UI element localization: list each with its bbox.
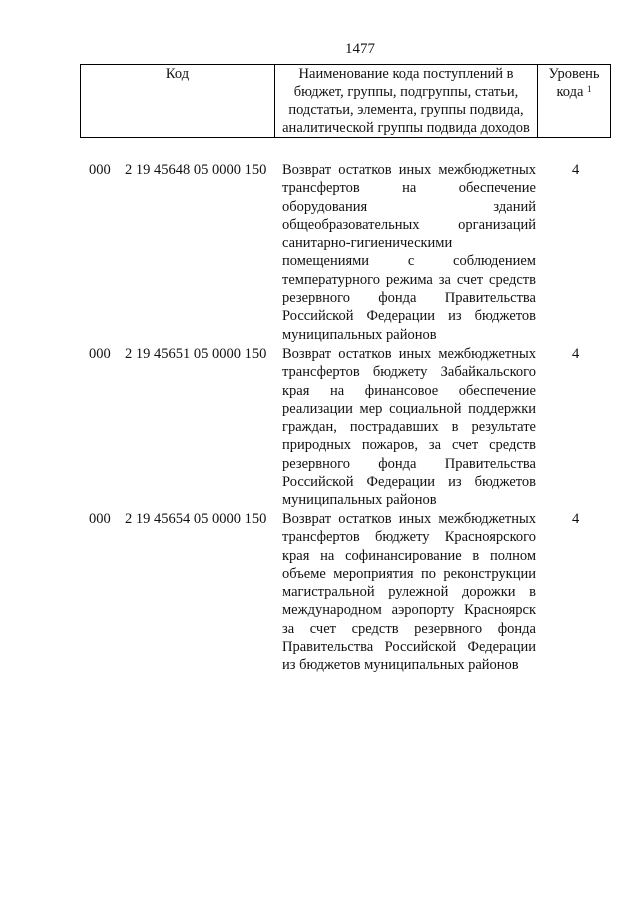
row-name-line: помещениями с соблюдением [282, 253, 536, 270]
row-name-line: природных пожаров, за счет средств [282, 437, 536, 454]
row-name-line: международном аэропорту Красноярск [282, 602, 536, 619]
row-name [282, 510, 536, 675]
header-name-line: бюджет, группы, подгруппы, статьи, [293, 84, 519, 100]
row-name [282, 161, 536, 344]
row-name-line: из бюджетов муниципальных районов [282, 657, 519, 674]
row-name-line: санитарно-гигиеническими [282, 235, 453, 252]
row-code: 2 19 45648 05 0000 150 [125, 162, 267, 178]
row-code: 2 19 45654 05 0000 150 [125, 511, 267, 527]
header-code-cell [81, 65, 275, 138]
page-number: 1477 [345, 41, 375, 57]
row-name-line: за счет средств резервного фонда [282, 620, 536, 637]
row-prefix: 000 [89, 346, 111, 362]
row-name-line: оборудования зданий [282, 198, 536, 215]
row-name-line: объеме мероприятия по реконструкции [282, 565, 536, 582]
row-level: 4 [572, 346, 580, 362]
row-prefix: 000 [89, 162, 111, 178]
row-name-line: трансфертов на обеспечение [282, 180, 536, 197]
row-name-line: края на софинансирование в полном [282, 547, 536, 564]
row-name-line: муниципальных районов [282, 326, 437, 343]
header-code-label: Код [165, 66, 190, 82]
row-name-line: края на финансовое обеспечение [282, 382, 536, 399]
header-level-cell [538, 65, 611, 138]
row-name-line: резервного фонда Правительства [282, 455, 536, 472]
row-name-line: муниципальных районов [282, 492, 437, 509]
row-code: 2 19 45651 05 0000 150 [125, 346, 267, 362]
footnote-marker: 1 [587, 84, 592, 94]
row-name-line: Возврат остатков иных межбюджетных [282, 162, 536, 178]
header-name-cell [275, 65, 538, 138]
row-name-line: Правительства Российской Федерации [282, 639, 536, 656]
row-name-line: резервного фонда Правительства [282, 290, 536, 307]
header-level-label: Уровень [548, 66, 600, 82]
header-level-label-line2: кода $^1$ [556, 84, 592, 100]
row-name-line: Российской Федерации из бюджетов [282, 474, 536, 491]
row-name-line: Возврат остатков иных межбюджетных [282, 346, 536, 362]
row-name-line: общеобразовательных организаций [282, 216, 536, 233]
table-header [80, 64, 611, 138]
row-name-line: трансфертов бюджету Забайкальского [282, 364, 536, 381]
row-name-line: Возврат остатков иных межбюджетных [282, 511, 536, 527]
row-name-line: граждан, пострадавших в результате [282, 419, 536, 436]
header-name-line: Наименование кода поступлений в [298, 66, 514, 82]
row-name-line: Российской Федерации из бюджетов [282, 308, 536, 325]
row-level: 4 [572, 511, 580, 527]
header-name-line: подстатьи, элемента, группы подвида, [288, 102, 524, 118]
row-name-line: трансфертов бюджету Красноярского [282, 529, 536, 546]
row-level: 4 [572, 162, 580, 178]
header-name-line: аналитической группы подвида доходов [282, 120, 530, 136]
row-name-line: магистральной рулежной дорожки в [282, 584, 536, 601]
row-name [282, 345, 536, 510]
row-name-line: температурного режима за счет средств [282, 271, 536, 288]
row-prefix: 000 [89, 511, 111, 527]
row-name-line: реализации мер социальной поддержки [282, 400, 536, 417]
